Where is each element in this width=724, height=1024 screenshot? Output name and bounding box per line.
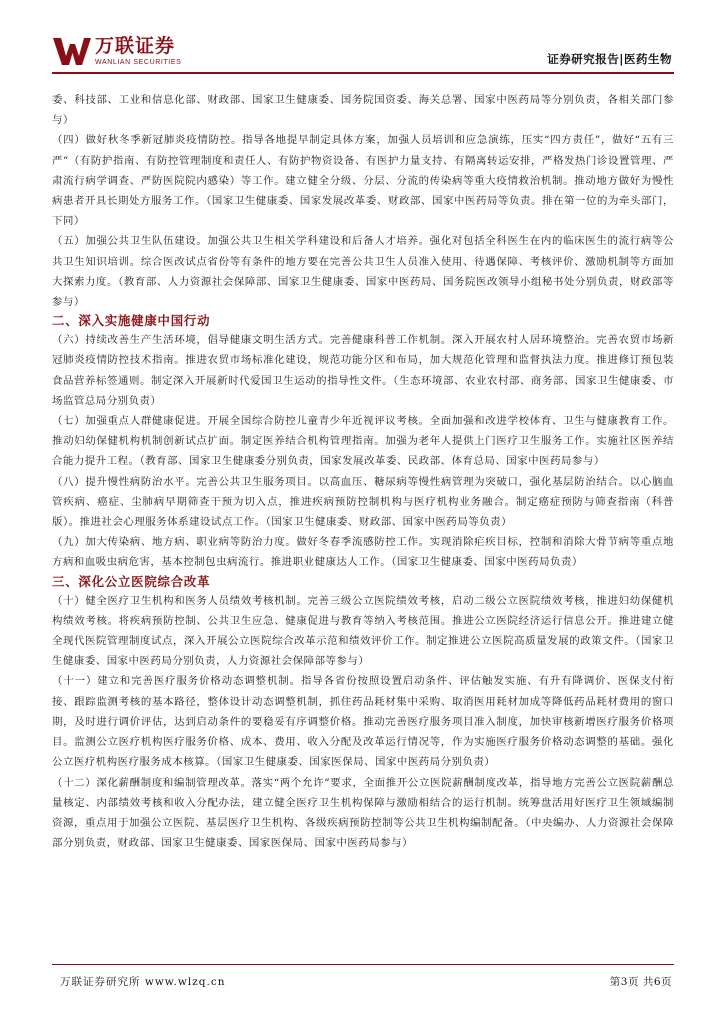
header-divider [52,72,674,74]
paragraph: （九）加大传染病、地方病、职业病等防治力度。做好冬春季流感防控工作。实现消除疟疾目标，控制和消除大骨节病等重点地方病和血吸虫病危害，基本控制包虫病流行。推进职业健康达人工作。（国家卫生健康委、国家中医药局负责） [52,536,674,569]
paragraph: （四）做好秋冬季新冠肺炎疫情防控。指导各地提早制定具体方案，加强人员培训和应急演练，压实“四方责任”，做好“五有三严”（有防护指南、有防控管理制度和责任人、有防护物资设备、有医护力量支持、有隔离转运安排，严格发热门诊设置管理、严肃流行病学调查、严防医院院内感染）等工作。建立健全分级、分层、分流的传染病等重大疫情救治机制。推动地方做好为慢性病患者开具长期处方服务工作。（国家卫生健康委、国家发展改革委、财政部、国家中医药局等负责。排在第一位的为牵头部门，下同） [52,134,674,228]
page-number: 第3页 共6页 [609,976,672,988]
logo-chinese-name: 万联证券 [95,35,176,57]
page-header [52,36,674,72]
wanlian-logo-icon [52,36,92,66]
logo-english-name: WANLIAN SECURITIES [95,59,182,66]
paragraph: （六）持续改善生产生活环境，倡导健康文明生活方式。完善健康科普工作机制。深入开展农村人居环境整治。完善农贸市场新冠肺炎疫情防控技术指南。推进农贸市场标准化建设，规范功能分区和布局，加大规范化管理和监督执法力度。推进修订预包装食品营养标签通则。制定深入开展新时代爱国卫生运动的指导性文件。（生态环境部、农业农村部、商务部、国家卫生健康委、市场监管总局分别负责） [52,334,674,407]
section-heading: 二、深入实施健康中国行动 [52,313,211,329]
company-logo [52,36,181,70]
paragraph: （十二）深化薪酬制度和编制管理改革。落实“两个允许”要求，全面推开公立医院薪酬制度改革，指导地方完善公立医院薪酬总量核定、内部绩效考核和收入分配办法，建立健全医疗卫生机构保障与激励相结合的运行机制。统筹盘活用好医疗卫生领域编制资源，重点用于加强公立医院、基层医疗卫生机构、各级疾病预防控制等公共卫生机构编制配备。（中央编办、人力资源社会保障部分别负责，财政部、国家卫生健康委、国家医保局、国家中医药局参与） [52,776,674,850]
paragraph: （十）健全医疗卫生机构和医务人员绩效考核机制。完善三级公立医院绩效考核，启动二级公立医院绩效考核，推进妇幼保健机构绩效考核。将疾病预防控制、公共卫生应急、健康促进与教育等纳入考核范围。推进公立医院经济运行信息公开。推进建立健全现代医院管理制度试点，深入开展公立医院综合改革示范和绩效评价工作。制定推进公立医院高质量发展的政策文件。（国家卫生健康委、国家中医药局分别负责，人力资源社会保障部等参与） [52,594,674,668]
section-heading: 三、深化公立医院综合改革 [52,573,211,589]
footer-divider [52,964,674,965]
paragraph: 委、科技部、工业和信息化部、财政部、国家卫生健康委、国务院国资委、海关总署、国家中医药局等分别负责，各相关部门参与） [52,94,674,127]
paragraph: （十一）建立和完善医疗服务价格动态调整机制。指导各省份按照设置启动条件、评估触发实施、有升有降调价、医保支付衔接、跟踪监测考核的基本路径，整体设计动态调整机制，抓住药品耗材集中采购、取消医用耗材加成等降低药品耗材费用的窗口期，及时进行调价评估，达到启动条件的要稳妥有序调整价格。推动完善医疗服务项目准入制度，加快审核新增医疗服务价格项目。监测公立医疗机构医疗服务价格、成本、费用、收入分配及改革运行情况等，作为实施医疗服务价格动态调整的基础。强化公立医疗机构医疗服务成本核算。（国家卫生健康委、国家医保局、国家中医药局分别负责） [52,675,674,769]
paragraph: （七）加强重点人群健康促进。开展全国综合防控儿童青少年近视评议考核。全面加强和改进学校体育、卫生与健康教育工作。推动妇幼保健机构机制创新试点扩面。制定医养结合机构管理指南。加强为老年人提供上门医疗卫生服务工作。实施社区医养结合能力提升工程。（教育部、国家卫生健康委分别负责，国家发展改革委、民政部、体育总局、国家中医药局参与） [52,415,674,468]
footer-publisher: 万联证券研究所 www.wlzq.cn [60,976,226,988]
report-type-label: 证券研究报告|医药生物 [547,52,672,66]
paragraph: （五）加强公共卫生队伍建设。加强公共卫生相关学科建设和后备人才培养。强化对包括全科医生在内的临床医生的流行病等公共卫生知识培训。综合医改试点省份等有条件的地方要在完善公共卫生人员准入使用、待遇保障、考核评价、激励机制等方面加大探索力度。（教育部、人力资源社会保障部、国家卫生健康委、国家中医药局、国务院医改领导小组秘书处分别负责，财政部等参与） [52,235,674,309]
paragraph: （八）提升慢性病防治水平。完善公共卫生服务项目。以高血压、糖尿病等慢性病管理为突破口，强化基层防治结合。以心脑血管疾病、癌症、尘肺病早期筛查干预为切入点，推进疾病预防控制机构与医疗机构业务融合。制定癌症预防与筛查指南（科普版）。推进社会心理服务体系建设试点工作。（国家卫生健康委、财政部、国家中医药局等负责） [52,475,674,529]
document-body [52,90,674,853]
